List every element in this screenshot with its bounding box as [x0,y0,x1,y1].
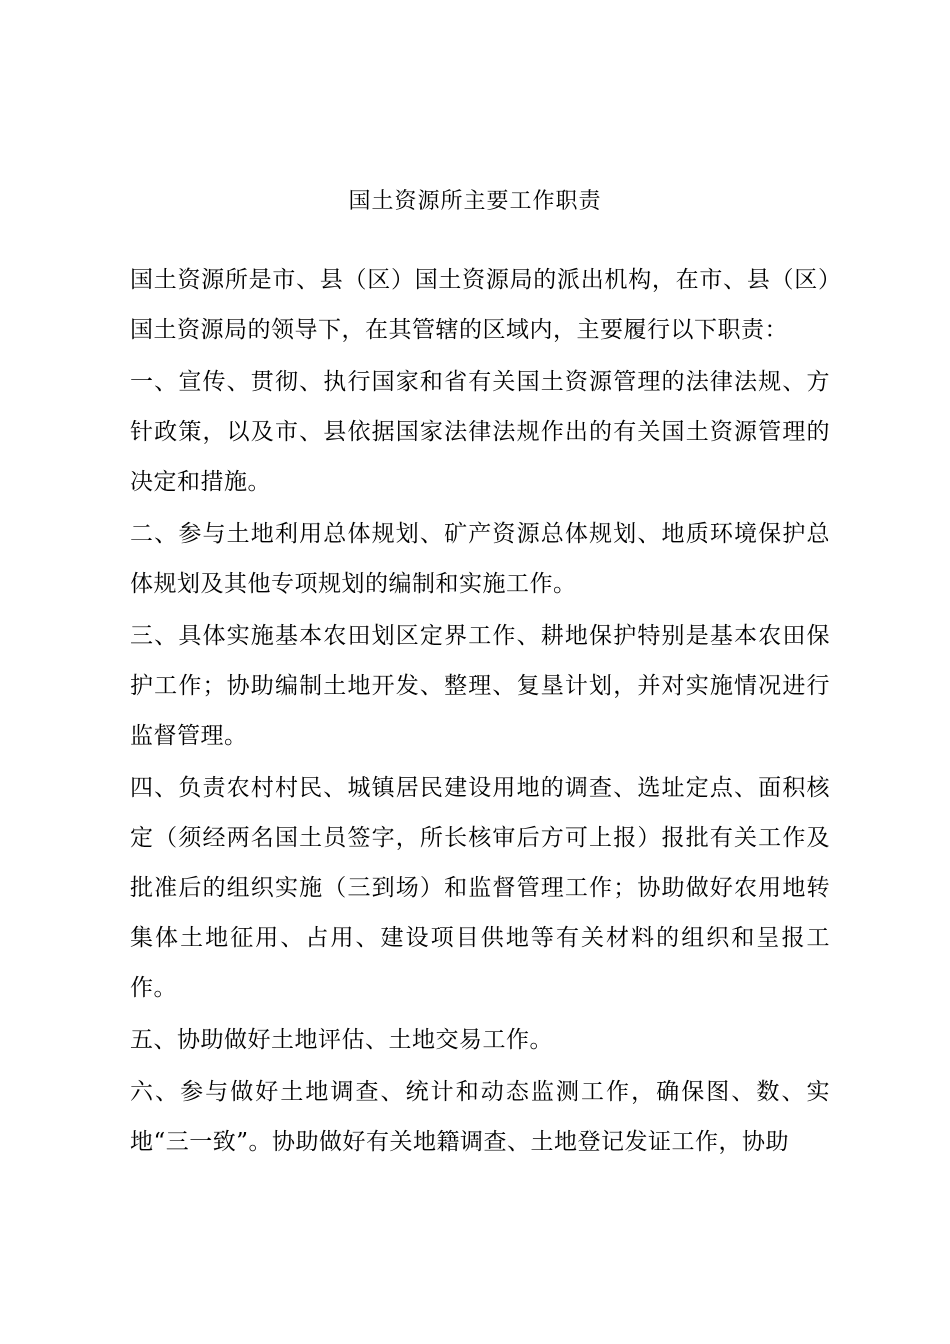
duty-item-4: 四、负责农村村民、城镇居民建设用地的调查、选址定点、面积核定（须经两名国土员签字，所长核审后方可上报）报批有关工作及批准后的组织实施（三到场）和监督管理工作；协助做好农用地转集体土地征用、占用、建设项目供地等有关材料的组织和呈报工作。 [130,775,830,1001]
document-body [130,255,830,1167]
duty-item-3: 三、具体实施基本农田划区定界工作、耕地保护特别是基本农田保护工作；协助编制土地开发、整理、复垦计划，并对实施情况进行监督管理。 [130,623,830,749]
intro-paragraph: 国土资源所是市、县（区）国土资源局的派出机构，在市、县（区）国土资源局的领导下，在其管辖的区域内，主要履行以下职责： [130,267,830,343]
duty-item-6: 六、参与做好土地调查、统计和动态监测工作，确保图、数、实地“三一致”。协助做好有关地籍调查、土地登记发证工作，协助 [130,1079,830,1155]
duty-item-2: 二、参与土地利用总体规划、矿产资源总体规划、地质环境保护总体规划及其他专项规划的编制和实施工作。 [130,521,830,597]
duty-item-5: 五、协助做好土地评估、土地交易工作。 [130,1027,553,1053]
duty-item-1: 一、宣传、贯彻、执行国家和省有关国土资源管理的法律法规、方针政策，以及市、县依据国家法律法规作出的有关国土资源管理的决定和措施。 [130,369,830,495]
document-title: 国土资源所主要工作职责 [348,189,602,214]
